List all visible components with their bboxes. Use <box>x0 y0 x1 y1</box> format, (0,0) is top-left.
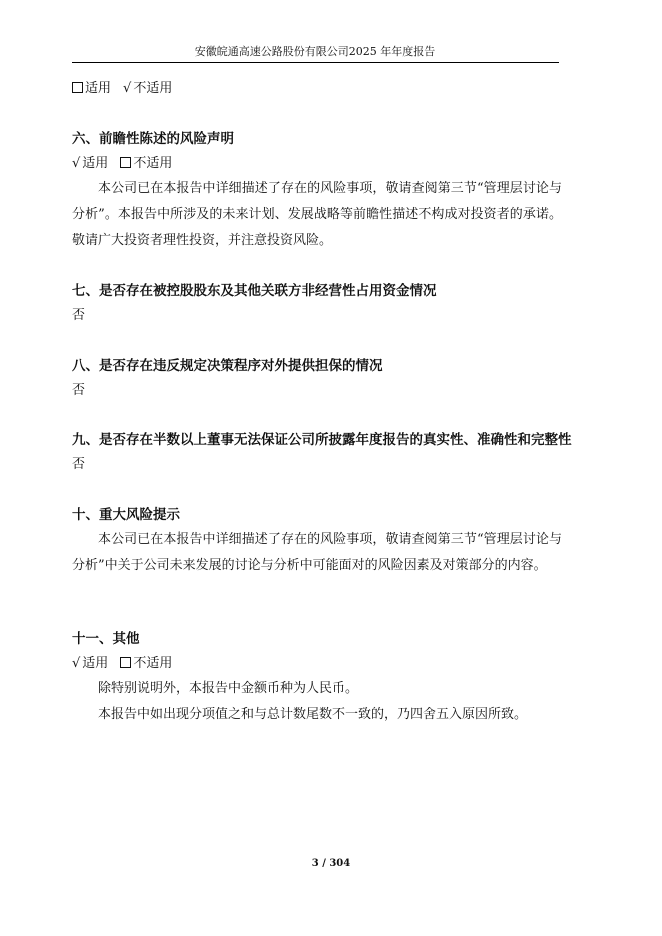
checkbox-empty-icon <box>72 82 83 93</box>
not-applicable-label: 不适用 <box>133 656 173 671</box>
checkmark-icon: √ <box>123 81 132 96</box>
section-10-body: 本公司已在本报告中详细描述了存在的风险事项，敬请查阅第三节“管理层讨论与分析”中关于公司未来发展的讨论与分析中可能面对的风险因素及对策部分的内容。 <box>72 532 562 573</box>
section-11-heading: 十一、其他 <box>72 631 140 647</box>
header-rule <box>72 62 559 63</box>
section-8-answer: 否 <box>72 383 86 398</box>
not-applicable-label: 不适用 <box>133 156 173 171</box>
section-9-heading: 九、是否存在半数以上董事无法保证公司所披露年度报告的真实性、准确性和完整性 <box>72 432 572 448</box>
checkmark-icon: √ <box>72 156 81 171</box>
section-9-answer: 否 <box>72 457 86 472</box>
applicability-row-11 <box>72 656 172 672</box>
section-11-body-2: 本报告中如出现分项值之和与总计数尾数不一致的，乃四舍五入原因所致。 <box>98 707 528 722</box>
section-7-heading: 七、是否存在被控股股东及其他关联方非经营性占用资金情况 <box>72 283 437 299</box>
applicable-label: 适用 <box>82 156 109 171</box>
section-8-heading: 八、是否存在违反规定决策程序对外提供担保的情况 <box>72 358 383 374</box>
applicable-label: 适用 <box>82 656 109 671</box>
running-header: 安徽皖通高速公路股份有限公司2025 年年度报告 <box>194 45 436 58</box>
not-applicable-label: 不适用 <box>133 81 173 96</box>
applicable-label: 适用 <box>85 81 112 96</box>
section-6-body: 本公司已在本报告中详细描述了存在的风险事项，敬请查阅第三节“管理层讨论与分析”。本报告中所涉及的未来计划、发展战略等前瞻性描述不构成对投资者的承诺。敬请广大投资者理性投资，并注意投资风险。 <box>72 181 562 248</box>
applicability-row-6 <box>72 156 172 172</box>
section-6-heading: 六、前瞻性陈述的风险声明 <box>72 131 234 147</box>
checkbox-empty-icon <box>120 157 131 168</box>
checkbox-empty-icon <box>120 657 131 668</box>
applicability-row-top <box>72 81 172 97</box>
checkmark-icon: √ <box>72 656 81 671</box>
section-10-heading: 十、重大风险提示 <box>72 507 180 523</box>
section-7-answer: 否 <box>72 308 86 323</box>
section-11-body-1: 除特别说明外，本报告中金额币种为人民币。 <box>98 681 359 696</box>
page-number: 3 / 304 <box>311 858 351 869</box>
